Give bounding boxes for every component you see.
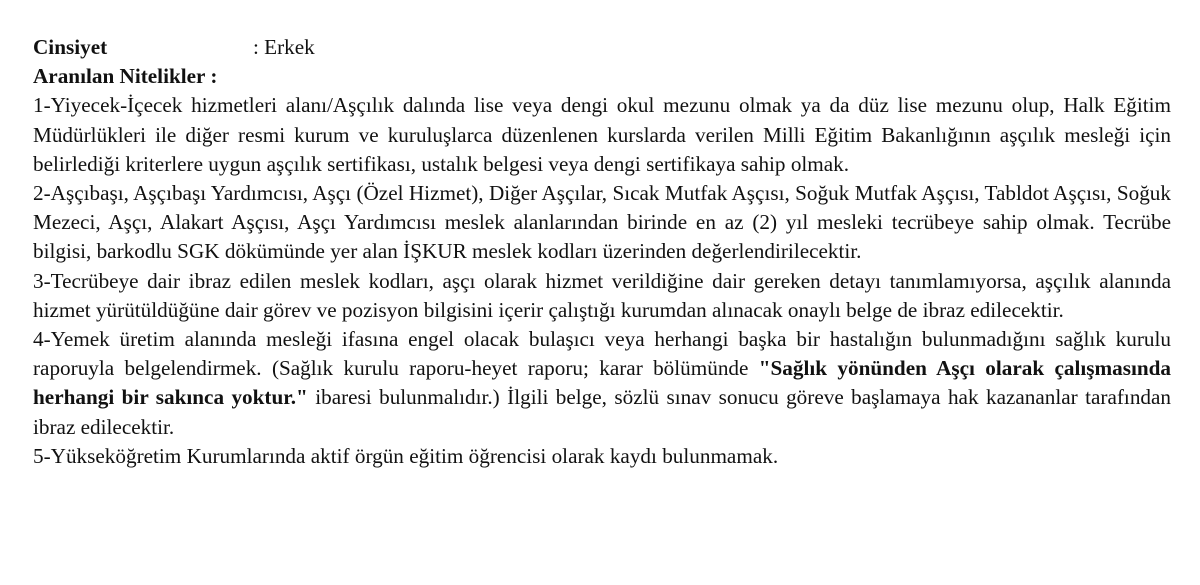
gender-row [33,33,1171,62]
qualifications-heading: Aranılan Nitelikler : [33,64,218,89]
qualification-item-4-text: 4-Yemek üretim alanında mesleği ifasına engel olacak bulaşıcı veya herhangi başka bir hastalığın bulunmadığını sağlık kurulu raporuyla belgelendirmek. (Sağlık kurulu raporu-heyet raporu; karar bölümünde [33,327,1171,381]
qualification-item-3: 3-Tecrübeye dair ibraz edilen meslek kodları, aşçı olarak hizmet verildiğine dair gereken detayı tanımlamıyorsa, aşçılık alanında hizmet yürütüldüğüne dair görev ve pozisyon bilgisini içerir çalıştığı kurumdan alınacak onaylı belge de ibraz edilecektir. [33,268,1171,322]
qualification-item-1: 1-Yiyecek-İçecek hizmetleri alanı/Aşçılık dalında lise veya dengi okul mezunu olmak ya da düz lise mezunu olup, Halk Eğitim Müdürlükleri ile diğer resmi kurum ve kuruluşlarca düzenlenen kurslarda verilen Milli Eğitim Bakanlığının aşçılık mesleği için belirlediği kriterlere uygun aşçılık sertifikası, ustalık belgesi veya dengi sertifikaya sahip olmak. [33,93,1171,176]
document-body [33,33,1171,471]
gender-value: : Erkek [253,35,315,59]
qualification-item-4-text-end: ibaresi bulunmalıdır.) İlgili belge, sözlü sınav sonucu göreve başlamaya hak kazananlar tarafından ibraz edilecektir. [33,385,1172,439]
qualification-item-5: 5-Yükseköğretim Kurumlarında aktif örgün eğitim öğrencisi olarak kaydı bulunmamak. [33,443,779,468]
gender-label: Cinsiyet [33,35,108,59]
qualification-item-4-bold-phrase: "Sağlık yönünden Aşçı olarak çalışmasında herhangi bir sakınca yoktur." [33,356,1171,410]
qualification-item-4 [33,325,1171,442]
qualification-item-2: 2-Aşçıbaşı, Aşçıbaşı Yardımcısı, Aşçı (Özel Hizmet), Diğer Aşçılar, Sıcak Mutfak Aşçısı, Soğuk Mutfak Aşçısı, Tabldot Aşçısı, Soğuk Mezeci, Aşçı, Alakart Aşçısı, Aşçı Yardımcısı meslek alanlarından birinde en az (2) yıl mesleki tecrübeye sahip olmak. Tecrübe bilgisi, barkodlu SGK dökümünde yer alan İŞKUR meslek kodları üzerinden değerlendirilecektir. [33,181,1171,264]
